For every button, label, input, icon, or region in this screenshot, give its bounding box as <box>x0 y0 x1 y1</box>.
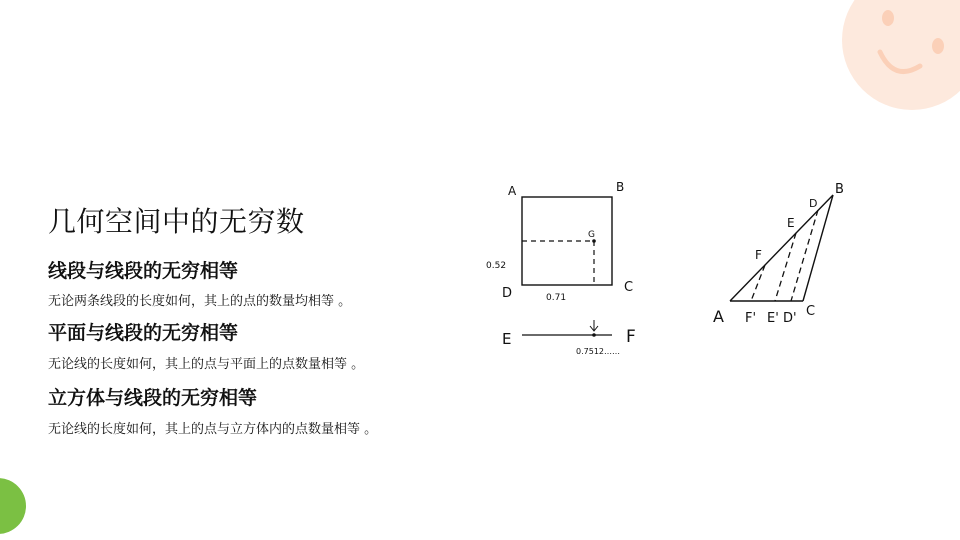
smiley-face-icon <box>842 0 960 110</box>
label-a: A <box>508 184 517 198</box>
slide-title: 几何空间中的无穷数 <box>48 205 305 238</box>
label-c: C <box>806 304 816 319</box>
label-c: C <box>624 280 634 295</box>
label-f: F <box>755 248 762 262</box>
square-sketch <box>480 175 650 365</box>
section-body-plane-line: 无论线的长度如何，其上的点与平面上的点数量相等 。 <box>48 357 365 372</box>
label-d-prime: D' <box>783 311 797 326</box>
mapped-point <box>592 333 596 337</box>
label-line-value: 0.7512…… <box>576 347 620 356</box>
section-heading-cube-line: 立方体与线段的无穷相等 <box>48 387 258 409</box>
label-d: D <box>809 197 818 210</box>
label-d: D <box>502 286 513 301</box>
label-f-prime: F' <box>745 311 757 326</box>
label-b: B <box>835 182 844 197</box>
label-g: G <box>588 230 595 240</box>
smiley-decoration <box>842 0 960 110</box>
label-x-value: 0.71 <box>546 293 567 303</box>
section-body-line-line: 无论两条线段的长度如何，其上的点的数量均相等 。 <box>48 294 352 309</box>
section-heading-plane-line: 平面与线段的无穷相等 <box>48 322 239 344</box>
section-heading-line-line: 线段与线段的无穷相等 <box>48 260 239 282</box>
section-body-cube-line: 无论线的长度如何，其上的点与立方体内的点数量相等 。 <box>48 422 378 437</box>
triangle-sketch <box>705 175 855 330</box>
dash-f <box>751 265 765 301</box>
label-f: F <box>626 327 636 347</box>
label-y-value: 0.52 <box>486 261 507 271</box>
label-e: E <box>502 330 512 348</box>
label-e-prime: E' <box>767 311 779 326</box>
label-a: A <box>713 307 724 326</box>
label-e: E <box>787 216 795 230</box>
label-b: B <box>616 180 625 194</box>
green-circle-decoration <box>0 478 26 534</box>
